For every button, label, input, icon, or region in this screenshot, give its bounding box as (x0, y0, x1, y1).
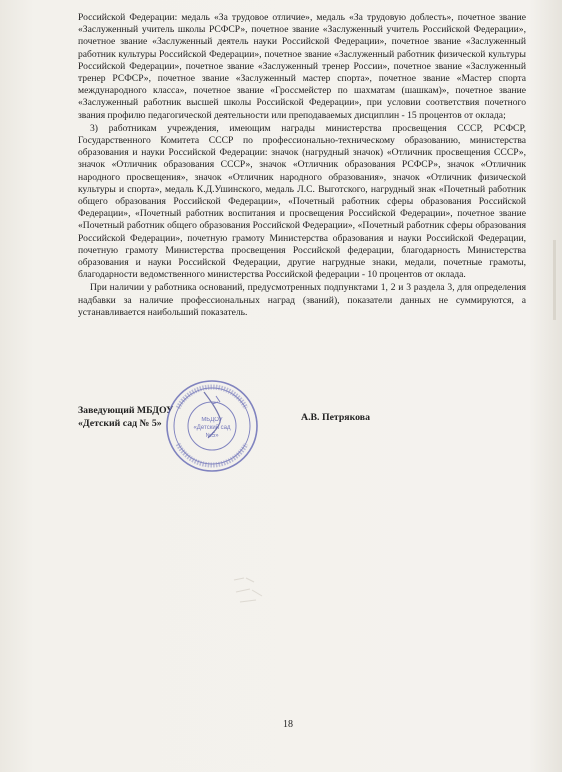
signatory-name: А.В. Петрякова (301, 412, 370, 423)
signatory-position-line-1: Заведующий МБДОУ (78, 405, 174, 416)
stamp-text-line-1: МБДОУ (201, 417, 223, 423)
page-number: 18 (283, 719, 293, 730)
document-body (78, 12, 526, 319)
paragraph-ministry-awards: 3) работникам учреждения, имеющим награды министерства просвещения СССР, РСФСР, Государственного Комитета СССР по профессионально-техническому образованию, министерства образования и науки Российской Федерации: значок (нагрудный значок) «Отличник просвещения СССР», значок «Отличник образования СССР», значок «Отличник образования РСФСР», значок «Отличник народного просвещения», значок «Отличник народного образования», значок «Отличник физической культуры и спорта», медаль К.Д.Ушинского, медаль Л.С. Выготского, нагрудный знак «Почетный работник общего образования Российской Федерации», «Почетный работник сферы образования Российской Федерации», «Почетный работник воспитания и просвещения Российской Федерации», почетное звание «Почетный работник общего образования Российской Федерации», «Почетный работник сферы образования Российской Федерации», почетную грамоту Министерства образования и науки Российской Федерации, почетную грамоту Министерства просвещения Российской федерации, благодарность Министерства образования и науки Российской Федерации, другие нагрудные знаки, медали, почетные грамоты, благодарности ведомственного министерства Российской федерации - 10 процентов от оклада. (78, 122, 526, 281)
official-stamp (164, 378, 260, 474)
stamp-text-line-2: «Детский сад (193, 425, 231, 431)
paragraph-honorary-titles: Российской Федерации: медаль «За трудовое отличие», медаль «За трудовую доблесть», почетное звание «Заслуженный учитель школы РСФСР», почетное звание «Заслуженный учитель Российской Федерации», почетное звание «Заслуженный деятель науки Российской Федерации», почетное звание «Заслуженный работник культуры Российской Федерации», почетное звание «Заслуженный работник физической культуры Российской Федерации», почетное звание «Заслуженный тренер России», почетное звание «Заслуженный тренер РСФСР», почетное звание «Заслуженный мастер спорта», почетное звание «Мастер спорта международного класса», почетное звание «Гроссмейстер по шахматам (шашкам)», почетное звание «Заслуженный работник высшей школы Российской Федерации», при условии соответствия почетного звания профилю педагогической деятельности или преподаваемых дисциплин - 15 процентов от оклада; (78, 12, 526, 121)
paragraph-summary-rule: При наличии у работника оснований, предусмотренных подпунктами 1, 2 и 3 раздела 3, для определения надбавки за наличие профессиональных наград (званий), показатели данных не суммируются, а устанавливается наибольший показатель. (78, 282, 526, 318)
page-edge-shadow (552, 240, 558, 320)
stamp-text-line-3: №5» (205, 433, 219, 439)
faint-smudge (230, 570, 280, 610)
signatory-position (78, 404, 173, 430)
signatory-position-line-2: «Детский сад № 5» (78, 418, 162, 429)
